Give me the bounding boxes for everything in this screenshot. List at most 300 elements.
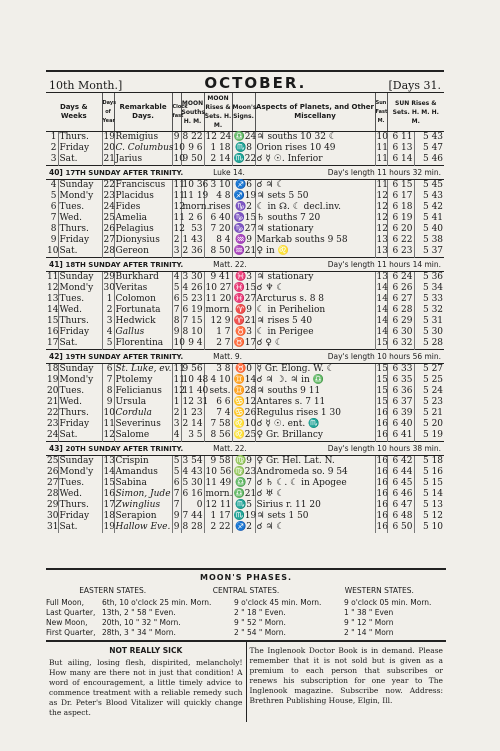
phase-line [46, 608, 446, 618]
day-row [46, 467, 444, 478]
gospel-reading: Matt. 9. [213, 352, 242, 361]
week-number: 41] [49, 260, 63, 269]
phase-name: Last Quarter, [46, 608, 96, 617]
day-number: 28 [47, 489, 59, 500]
remarkable-day: Cordula [114, 408, 172, 419]
week-number: 40] [49, 168, 63, 177]
sun-fast: 14 [376, 327, 388, 338]
weekday: Wed. [58, 305, 102, 316]
aspects: Arcturus s. 8 8 [255, 294, 375, 305]
moon-rises-sets: 1 18 [204, 143, 232, 154]
col-aspects: Aspects of Planets, and Other Miscellany [255, 93, 375, 132]
remarkable-day: Crispin [114, 456, 172, 468]
day-number: 31 [47, 522, 59, 533]
remarkable-day: C. Columbus [115, 143, 174, 154]
weekday: Friday [58, 235, 102, 246]
sun-rises: 6 39 [387, 408, 414, 419]
clock-fast: 12 [173, 224, 185, 235]
moon-souths: 12 31 [182, 397, 209, 408]
day-number: 12 [47, 283, 59, 294]
aspects: ♃ sets 1 50 [255, 511, 375, 522]
sun-rises: 6 50 [387, 522, 414, 533]
sun-rises: 6 32 [387, 338, 414, 350]
day-of-year: 1 [102, 294, 114, 305]
day-number: 22 [47, 408, 59, 419]
weekday: Thurs. [58, 500, 102, 511]
moon-sign: ♐2 [232, 522, 255, 533]
moon-sign: ♉17 [233, 338, 257, 349]
day-of-year: 23 [103, 191, 115, 202]
sun-sets: 5 34 [422, 283, 444, 294]
column-headers [46, 93, 444, 132]
moon-souths: 7 44 [182, 511, 203, 522]
clock-fast: 10 [173, 154, 185, 165]
weekday: Tues. [58, 202, 102, 213]
day-number: 19 [47, 375, 59, 386]
sun-sets: 5 30 [422, 327, 444, 338]
sun-rises: 6 24 [387, 272, 414, 284]
remarkable-day: Sabina [114, 478, 172, 489]
moon-rises-sets: 7 4 [204, 408, 232, 419]
sun-fast: 16 [376, 408, 388, 419]
day-of-year: 30 [103, 283, 115, 294]
weekday: Mond'y [58, 283, 102, 294]
day-of-year: 18 [103, 511, 115, 522]
weekday: Mond'y [58, 467, 102, 478]
moon-rises-sets: 8 50 [204, 246, 232, 258]
day-of-year: 9 [102, 397, 114, 408]
day-of-year: 13 [103, 456, 115, 467]
sun-fast: 16 [376, 430, 388, 441]
sun-sets: 5 47 [422, 143, 444, 154]
moon-rises-sets: 8 56 [204, 430, 232, 442]
moon-souths: 9 56 [182, 364, 203, 375]
sunday-header-cell [46, 442, 444, 456]
day-row [46, 224, 444, 235]
sun-sets: 5 45 [422, 180, 444, 191]
sun-fast: 15 [376, 338, 388, 349]
phase-eastern: 6th, 10 o'clock 25 min. Morn. [102, 598, 212, 607]
moon-souths: 4 43 [182, 467, 203, 478]
sun-fast: 13 [376, 235, 388, 246]
day-of-year: 4 [102, 327, 114, 338]
weekday: Tues. [58, 386, 102, 397]
day-of-year: 14 [103, 467, 115, 478]
days-count: [Days 31. [388, 79, 441, 92]
moon-rises-sets: 3 8 [204, 364, 232, 376]
moon-rises-sets: 11 49 [205, 478, 232, 489]
weekday: Thurs. [58, 132, 102, 144]
moon-phases [46, 568, 446, 638]
aspects: ☾ in Perigee [255, 327, 375, 338]
day-of-year: 28 [103, 246, 115, 257]
moon-rises-sets: 9 41 [204, 272, 232, 284]
moon-souths: 8 10 [182, 327, 203, 338]
phase-line [46, 628, 446, 638]
phase-eastern: 13th, 2 " 58 " Even. [102, 608, 176, 617]
weekday: Sat. [58, 246, 102, 258]
ad-left-body: But ailing, losing flesh, dispirited, melancholy! How many are there not in just that condition! A word of encouragement, a little timely advice to commence treatment with a reliable remedy such as Dr. Peter's Blood Vitalizer will quickly change the aspect. [49, 658, 243, 717]
moon-sign: ♈21 [233, 316, 257, 327]
remarkable-day: Burkhard [114, 272, 172, 284]
moon-rises-sets: 1 7 [204, 327, 232, 338]
day-row [46, 522, 444, 533]
moon-rises-sets: sets. [204, 386, 232, 397]
day-row [46, 397, 444, 408]
sun-rises: 6 41 [387, 430, 414, 442]
day-length: Day's length 11 hours 14 min. [327, 260, 442, 269]
clock-fast: 11 [173, 191, 185, 202]
sun-rises: 6 11 [387, 132, 414, 144]
aspects: ♃ souths 10 32 ☾ [255, 132, 375, 144]
day-of-year: 24 [103, 202, 115, 213]
moon-sign: ♒9 [232, 235, 255, 246]
moon-souths: 10 48 [182, 375, 209, 386]
moon-sign: ♎21 [233, 489, 257, 500]
sun-rises: 6 30 [387, 327, 414, 338]
remarkable-day: Amandus [114, 467, 172, 478]
sun-rises: 6 22 [387, 235, 414, 246]
weekday: Sunday [58, 364, 102, 376]
weekday: Sat. [58, 154, 102, 166]
sun-rises: 6 48 [387, 511, 414, 522]
sun-sets: 5 40 [422, 224, 444, 235]
phase-line [46, 618, 446, 628]
week-number: 43] [49, 444, 63, 453]
sunday-header [46, 258, 444, 272]
moon-souths: 2 36 [182, 246, 203, 257]
weekday: Thurs. [58, 224, 102, 235]
state-eastern: EASTERN STATES. [79, 586, 147, 595]
day-number: 15 [47, 316, 59, 327]
moon-sign: ♑15 [233, 213, 257, 224]
aspects: ♃ stationary [255, 224, 375, 235]
moon-souths: 53 [181, 224, 204, 235]
moon-phases-title: MOON'S PHASES. [199, 573, 293, 582]
remarkable-day: Franciscus [114, 180, 172, 192]
day-number: 24 [47, 430, 59, 441]
remarkable-day: Severinus [114, 419, 172, 430]
day-row [46, 338, 444, 350]
state-central: CENTRAL STATES. [212, 586, 280, 595]
week-number: 42] [49, 352, 63, 361]
day-number: 11 [47, 272, 59, 283]
gospel-reading: Luke 14. [213, 168, 245, 177]
sun-sets: 5 27 [422, 364, 444, 375]
states-header [46, 586, 446, 595]
moon-rises-sets: 12 24 [205, 132, 232, 143]
day-number: 16 [47, 327, 59, 338]
moon-sign: ♏8 [232, 143, 255, 154]
moon-souths: 11 40 [182, 386, 209, 397]
sun-fast: 11 [376, 154, 388, 165]
day-of-year: 5 [102, 338, 114, 350]
state-western: WESTERN STATES. [344, 586, 414, 595]
remarkable-day: Ptolemy [114, 375, 172, 386]
col-remarkable: Remarkable Days. [114, 93, 172, 132]
moon-rises-sets: 2 22 [204, 522, 232, 533]
sun-sets: 5 41 [422, 213, 444, 224]
sun-sets: 5 32 [422, 305, 444, 316]
remarkable-day: Serapion [114, 511, 172, 522]
day-of-year: 11 [103, 419, 115, 430]
day-of-year: 22 [103, 180, 115, 191]
sun-rises: 6 42 [387, 456, 414, 468]
col-moon-rises: MOON Rises & Sets. H. M. [204, 93, 232, 132]
phase-central: 2 " 18 " Even. [234, 608, 286, 617]
day-of-year: 2 [102, 305, 114, 316]
moon-sign: ♋26 [233, 408, 257, 419]
day-of-year: 12 [103, 430, 115, 441]
day-number: 7 [46, 213, 58, 224]
sun-fast: 14 [376, 316, 388, 327]
sun-rises: 6 15 [387, 180, 414, 192]
sun-sets: 5 15 [422, 478, 444, 489]
day-number: 8 [46, 224, 58, 235]
weekday: Friday [58, 511, 102, 522]
sun-sets: 5 25 [422, 375, 444, 386]
month-header [46, 70, 444, 93]
aspects: ☿ Gr. Elong. W. ☾ [255, 364, 375, 376]
remarkable-day: Salome [114, 430, 172, 442]
aspects: ♀ Gr. Brillancy [255, 430, 375, 442]
aspects: Regulus rises 1 30 [255, 408, 375, 419]
day-length: Day's length 11 hours 32 min. [327, 168, 442, 177]
sunday-header-cell [46, 350, 444, 364]
sun-fast: 14 [376, 283, 388, 294]
phase-western: 2 " 14 " Morn [344, 628, 394, 637]
remarkable-day: Felicianus [114, 386, 172, 397]
day-of-year: 7 [102, 375, 114, 386]
moon-souths: 8 28 [182, 522, 203, 533]
day-of-year: 25 [103, 213, 115, 224]
moon-souths: 1 43 [182, 235, 203, 246]
day-number: 21 [47, 397, 59, 408]
sun-rises: 6 46 [387, 489, 414, 500]
day-of-year: 19 [103, 132, 115, 143]
clock-fast: 11 [173, 364, 185, 375]
day-row [46, 500, 444, 511]
remarkable-day: Pelagius [114, 224, 172, 235]
sunday-header-cell [46, 166, 444, 180]
sun-rises: 6 18 [387, 202, 414, 213]
day-row [46, 375, 444, 386]
sun-rises: 6 45 [387, 478, 414, 489]
sun-fast: 16 [376, 489, 388, 500]
col-days-weeks: Days & Weeks [46, 93, 102, 132]
moon-souths: 0 [181, 500, 204, 511]
clock-fast: 9 [173, 132, 180, 143]
clock-fast: 1 [173, 397, 180, 408]
ad-left [46, 642, 247, 722]
sunday-header [46, 166, 444, 180]
remarkable-day: Simon, Jude [115, 489, 171, 500]
day-number: 13 [47, 294, 59, 305]
sun-rises: 6 17 [387, 191, 414, 202]
moon-rises-sets: 2 14 [204, 154, 232, 166]
weekday: Sunday [58, 456, 102, 468]
phase-eastern: 28th, 3 " 34 " Morn. [102, 628, 176, 637]
sun-sets: 5 42 [422, 202, 444, 213]
moon-sign: ♎7 [232, 478, 255, 489]
clock-fast: 11 [173, 180, 185, 191]
clock-fast: 5 [173, 467, 180, 478]
day-row [46, 294, 444, 305]
remarkable-day: Amelia [114, 213, 172, 224]
weekday: Friday [58, 419, 102, 430]
aspects: ☌ ♀ ☾ [255, 338, 375, 350]
moon-rises-sets: 2 7 [204, 338, 232, 350]
day-of-year: 8 [102, 386, 114, 397]
day-row [46, 143, 444, 154]
moon-rises-sets: morn. [205, 305, 233, 316]
sun-sets: 5 43 [422, 191, 444, 202]
moon-rises-sets: 6 40 [204, 213, 232, 224]
sun-rises: 6 40 [387, 419, 414, 430]
col-sun-rises: SUN Rises & Sets. H. M. H. M. [387, 93, 444, 132]
day-of-year: 6 [102, 364, 114, 376]
moon-souths: 5 30 [182, 478, 203, 489]
moon-souths: 3 5 [181, 430, 204, 442]
aspects: Antares s. 7 11 [255, 397, 375, 408]
remarkable-day: Gallus [114, 327, 172, 338]
weekday: Sat. [58, 338, 102, 350]
sun-rises: 6 36 [387, 386, 414, 397]
moon-souths: 6 19 [182, 305, 203, 316]
aspects: ☌ ♆ ☾ [255, 283, 375, 294]
clock-fast: 4 [173, 430, 180, 441]
day-of-year: 26 [103, 224, 115, 235]
sun-fast: 16 [376, 467, 388, 478]
moon-rises-sets: 9 58 [204, 456, 232, 468]
remarkable-day: Florentina [114, 338, 172, 350]
sun-rises: 6 19 [387, 213, 414, 224]
day-number: 5 [46, 191, 58, 202]
weekday: Sat. [58, 522, 102, 533]
moon-sign: ♉0 [232, 364, 255, 376]
clock-fast: 3 [173, 419, 180, 430]
clock-fast: 6 [173, 294, 180, 305]
moon-souths: 3 54 [182, 456, 203, 467]
sun-rises: 6 13 [387, 143, 414, 154]
clock-fast: 2 [173, 408, 180, 419]
moon-sign: ♐19 [233, 191, 257, 202]
moon-sign: ♏22 [233, 154, 257, 165]
weekday: Wed. [58, 397, 102, 408]
clock-fast: 12 [173, 386, 185, 397]
clock-fast: 3 [173, 246, 180, 257]
sun-sets: 5 10 [422, 522, 444, 533]
weekday: Mond'y [58, 375, 102, 386]
moon-rises-sets: 3 10 [204, 180, 232, 192]
sun-fast: 16 [376, 522, 388, 533]
moon-souths: 2 6 [181, 213, 204, 224]
phase-central: 2 " 54 " Morn. [234, 628, 286, 637]
moon-souths: 8 22 [182, 132, 203, 143]
sunday-title: 17TH SUNDAY AFTER TRINITY. [65, 169, 184, 177]
remarkable-day: Gereon [114, 246, 172, 258]
day-number: 17 [47, 338, 59, 349]
day-row [46, 272, 444, 284]
clock-fast: 4 [173, 272, 180, 283]
sun-sets: 5 43 [422, 132, 444, 143]
moon-rises-sets: 1 17 [204, 511, 232, 522]
moon-sign: ♌25 [233, 430, 257, 441]
sun-fast: 15 [376, 386, 388, 397]
aspects: ☾ in Perihelion [255, 305, 375, 316]
moon-sign: ♏5 [232, 500, 255, 511]
clock-fast: 10 [173, 338, 185, 349]
advertisements [46, 640, 446, 722]
phase-line [46, 598, 446, 608]
clock-fast: 11 [173, 213, 185, 224]
sun-fast: 11 [376, 180, 388, 191]
sun-rises: 6 20 [387, 224, 414, 235]
day-of-year: 27 [103, 235, 115, 246]
day-row [46, 213, 444, 224]
weekday: Sat. [58, 430, 102, 442]
clock-fast: 11 [173, 375, 185, 386]
sun-sets: 5 19 [422, 430, 444, 441]
day-number: 25 [47, 456, 59, 467]
sun-sets: 5 28 [422, 338, 444, 349]
day-of-year: 10 [103, 408, 115, 419]
clock-fast: 7 [173, 500, 180, 511]
moon-rises-sets: 4 8 [204, 191, 232, 202]
sun-sets: 5 24 [422, 386, 444, 397]
moon-sign: ♊14 [233, 375, 257, 386]
aspects: ☌ ♃ ☾ [255, 180, 375, 192]
sunday-title: 18TH SUNDAY AFTER TRINITY. [65, 261, 184, 269]
moon-rises-sets: 7 20 [204, 224, 232, 235]
moon-rises-sets: 6 6 [204, 397, 232, 408]
remarkable-day: Ursula [114, 397, 172, 408]
day-length: Day's length 10 hours 38 min. [327, 444, 442, 453]
aspects: ☌ ☿ ☉. ent. ♏ [255, 419, 375, 430]
sun-fast: 16 [376, 478, 388, 489]
moon-souths: 10 36 [182, 180, 209, 191]
aspects: Markab souths 9 58 [255, 235, 375, 246]
weekday: Tues. [58, 478, 102, 489]
moon-souths: 6 16 [182, 489, 203, 500]
weekday: Mond'y [58, 191, 102, 202]
moon-souths: morn. [182, 202, 210, 213]
remarkable-day: Remigius [114, 132, 172, 144]
col-sun-fast: Sun Fast M. [375, 93, 387, 132]
sun-sets: 5 13 [422, 500, 444, 511]
day-number: 26 [47, 467, 59, 478]
day-number: 27 [47, 478, 59, 489]
day-row [46, 316, 444, 327]
col-moon-signs: Moon's Signs. [232, 93, 255, 132]
day-number: 10 [47, 246, 59, 257]
day-row [46, 235, 444, 246]
clock-fast: 8 [173, 316, 180, 327]
day-of-year: 3 [102, 316, 114, 327]
weekday: Friday [58, 327, 102, 338]
moon-sign: ♌10 [233, 419, 257, 430]
day-row [46, 154, 444, 166]
day-row [46, 132, 444, 144]
ad-right [247, 642, 447, 722]
sun-fast: 16 [376, 500, 388, 511]
moon-sign: ♒21 [233, 246, 257, 257]
aspects: ♃ rises 5 40 [255, 316, 375, 327]
day-number: 4 [46, 180, 58, 192]
remarkable-day: St. Luke, ev. [115, 364, 172, 375]
sun-fast: 15 [376, 375, 388, 386]
day-of-year: 17 [103, 500, 115, 511]
